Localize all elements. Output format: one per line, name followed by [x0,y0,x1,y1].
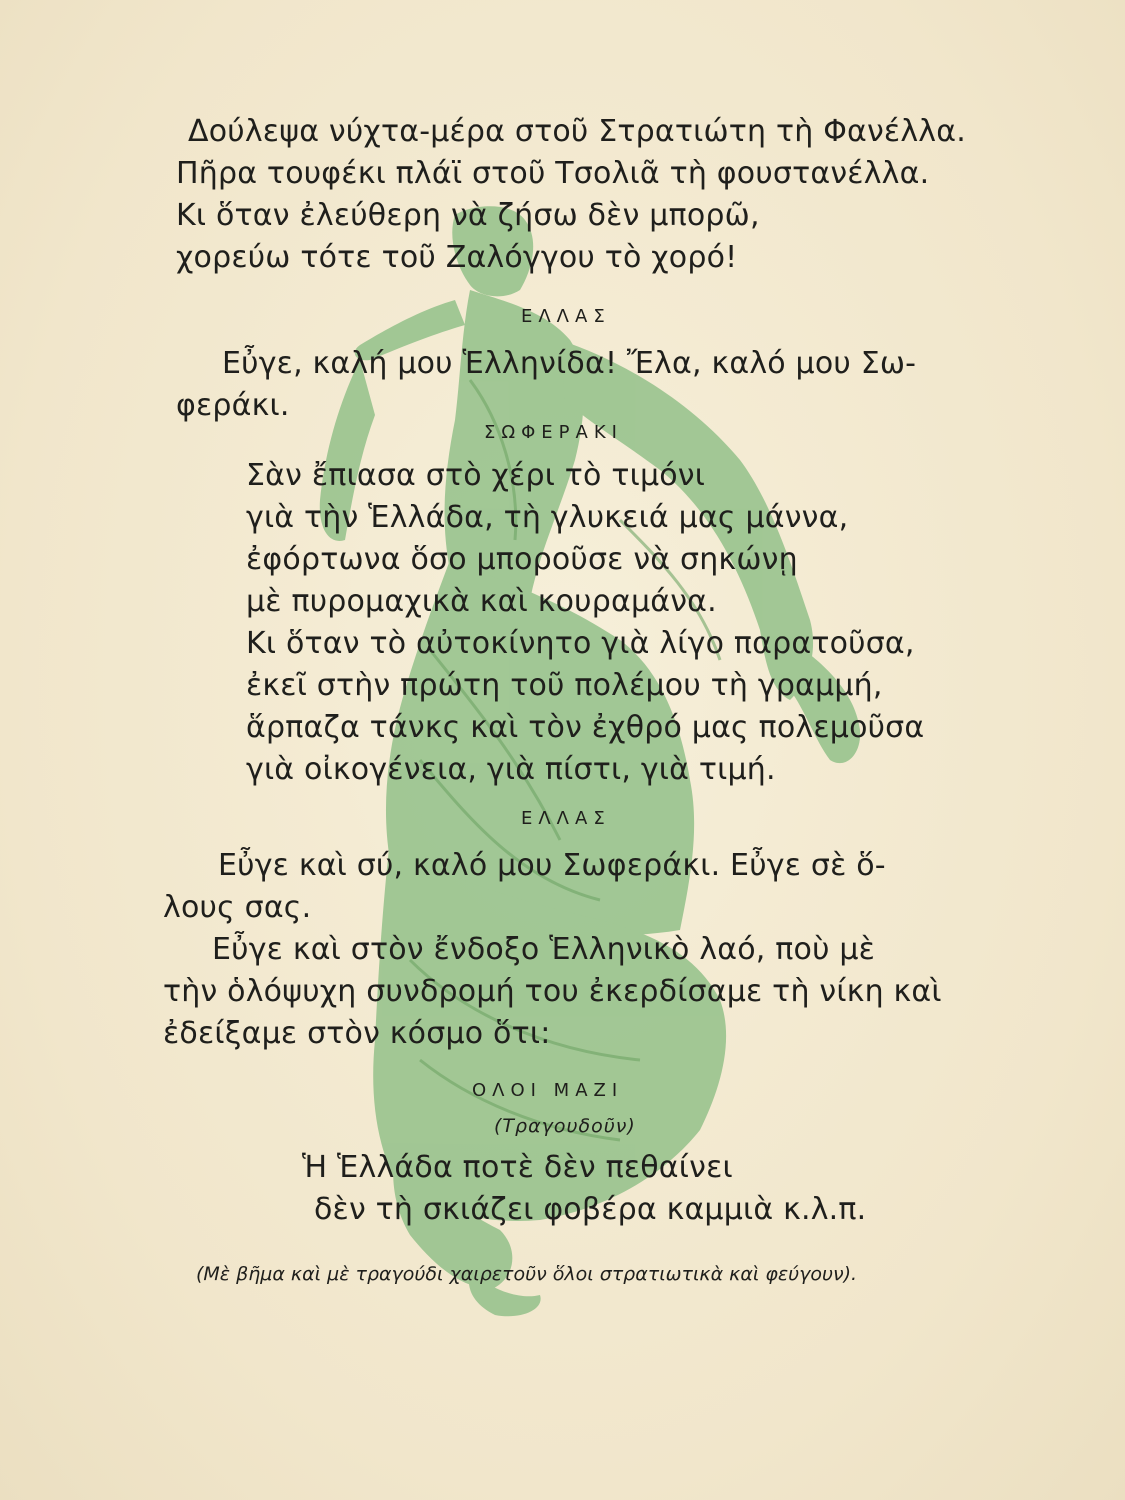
stanza2-line-6: ἐκεῖ στὴν πρώτη τοῦ πολέμου τὴ γραμμή, [246,668,883,703]
ellas-reply-2-line-1: Εὖγε καὶ σύ, καλό μου Σωφεράκι. Εὖγε σὲ ὅ- [218,848,886,883]
stanza1-line-4: χορεύω τότε τοῦ Ζαλόγγου τὸ χορό! [176,240,738,275]
stanza2-line-3: ἐφόρτωνα ὅσο μποροῦσε νὰ σηκώνῃ [246,542,798,577]
ellas-reply-2-line-2: λους σας. [163,890,312,925]
stanza2-line-5: Κι ὅταν τὸ αὐτοκίνητο γιὰ λίγο παρατοῦσα, [246,626,915,661]
song-line-1: Ἡ Ἑλλάδα ποτὲ δὲν πεθαίνει [302,1150,733,1185]
speaker-ellas-2: ΕΛΛΑΣ [521,808,611,829]
stanza1-line-3: Κι ὅταν ἐλεύθερη νὰ ζήσω δὲν μπορῶ, [176,198,760,233]
stanza1-line-2: Πῆρα τουφέκι πλάϊ στοῦ Τσολιᾶ τὴ φουστανέλλα. [176,156,930,191]
stanza2-line-7: ἅρπαζα τάνκς καὶ τὸν ἐχθρό μας πολεμοῦσα [246,710,925,745]
ellas-reply-1-line-1: Εὖγε, καλή μου Ἑλληνίδα! Ἔλα, καλό μου Σω- [222,346,917,381]
closing-stage-direction: (Μὲ βῆμα καὶ μὲ τραγούδι χαιρετοῦν ὅλοι στρατιωτικὰ καὶ φεύγουν). [196,1263,858,1285]
stanza2-line-1: Σὰν ἔπιασα στὸ χέρι τὸ τιμόνι [246,458,706,493]
ellas-reply-1-line-2: φεράκι. [176,388,290,423]
stanza1-line-1: Δούλεψα νύχτα-μέρα στοῦ Στρατιώτη τὴ Φανέλλα. [188,114,966,149]
stanza2-line-2: γιὰ τὴν Ἑλλάδα, τὴ γλυκειά μας μάννα, [246,500,849,535]
speaker-soferaki: ΣΩΦΕΡΑΚΙ [484,422,623,443]
ellas-reply-2-line-4: τὴν ὁλόψυχη συνδρομή του ἐκερδίσαμε τὴ νίκη καὶ [163,974,942,1009]
stanza2-line-8: γιὰ οἰκογένεια, γιὰ πίστι, γιὰ τιμή. [246,752,776,787]
singing-direction: (Τραγουδοῦν) [494,1115,636,1137]
speaker-all-together: ΟΛΟΙ ΜΑΖΙ [472,1080,624,1101]
stanza2-line-4: μὲ πυρομαχικὰ καὶ κουραμάνα. [246,584,717,619]
ellas-reply-2-line-3: Εὖγε καὶ στὸν ἔνδοξο Ἑλληνικὸ λαό, ποὺ μὲ [212,932,876,967]
speaker-ellas-1: ΕΛΛΑΣ [521,306,611,327]
song-line-2: δὲν τὴ σκιάζει φοβέρα καμμιὰ κ.λ.π. [314,1192,867,1227]
ellas-reply-2-line-5: ἐδείξαμε στὸν κόσμο ὅτι: [163,1016,551,1051]
